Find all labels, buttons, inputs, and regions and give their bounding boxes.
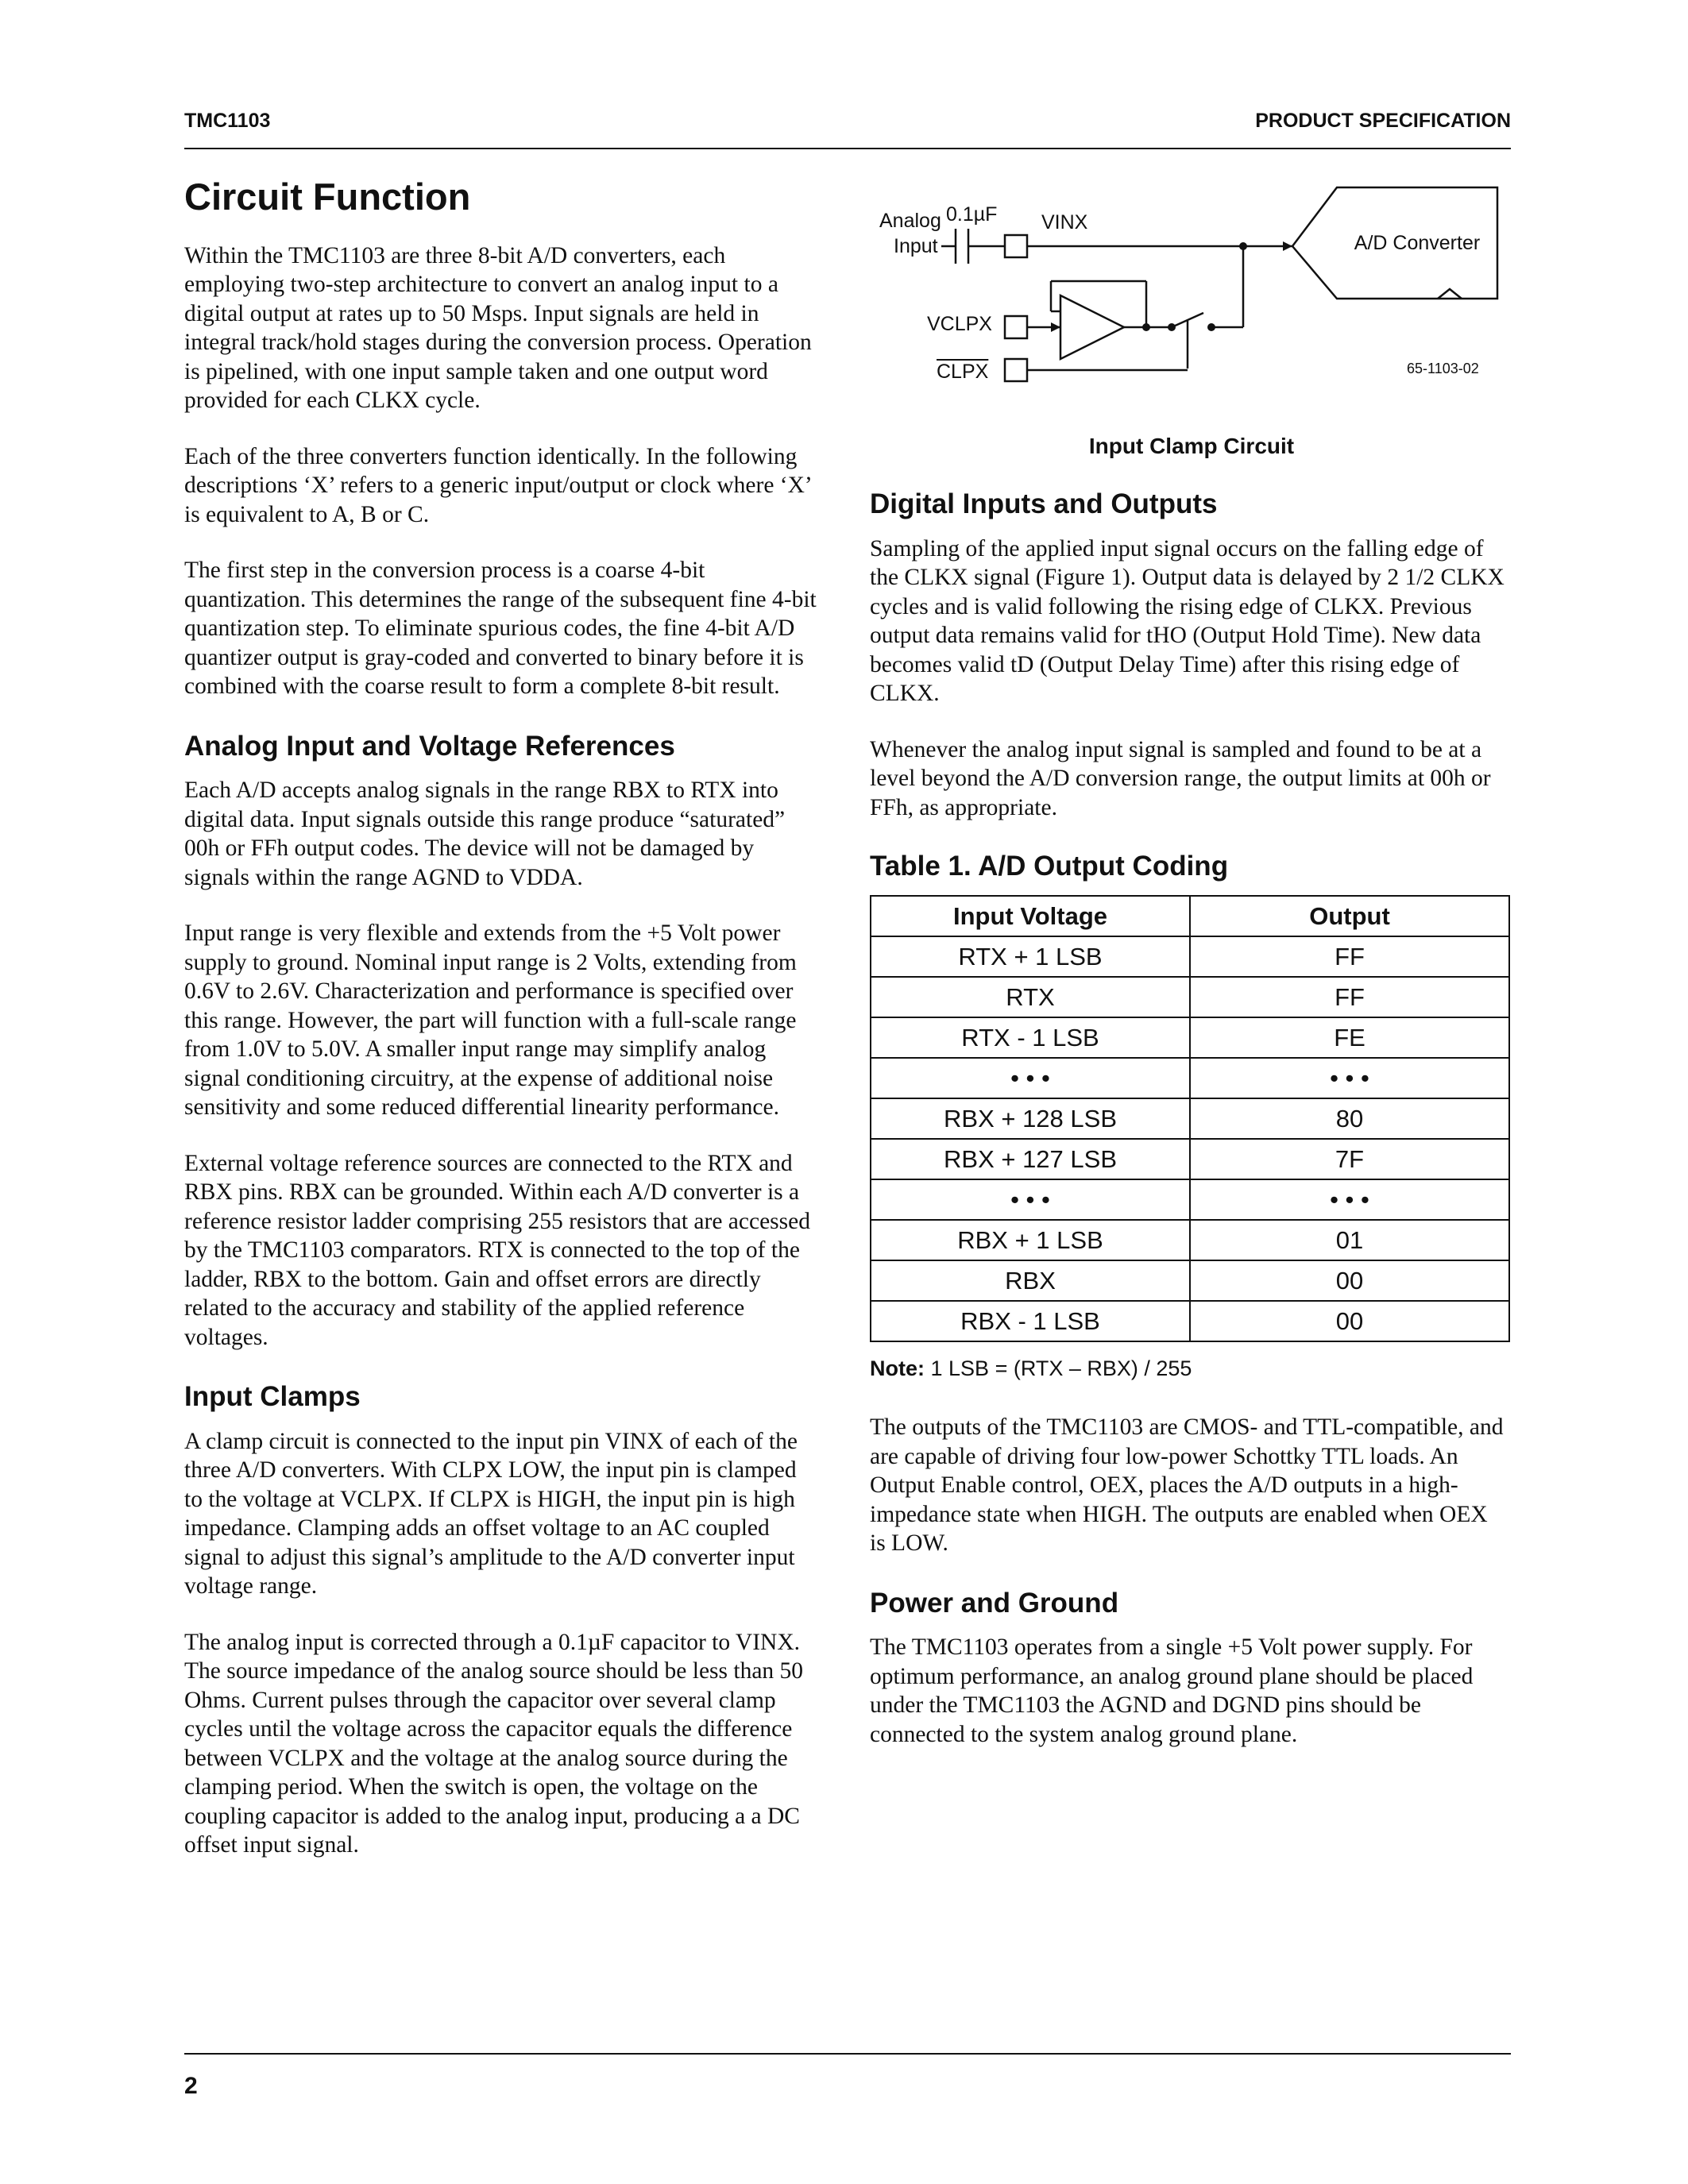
figure-code-label: 65-1103-02 xyxy=(1407,361,1479,376)
paragraph-sampling: Sampling of the applied input signal occurs on the falling edge of the CLKX signal (Figure 1). Output data is delayed by 2 1/2 CLKX cycles and is valid following the rising edge of CLKX. Previous output data remains valid for tHO (Output Hold Time). New data becomes valid tD (Output Delay Time) after this rising edge of CLKX. xyxy=(870,535,1505,706)
table-row xyxy=(871,1139,1509,1179)
table-cell: RTX xyxy=(871,977,1190,1017)
section-title-circuit-function: Circuit Function xyxy=(184,176,471,218)
table-cell: 00 xyxy=(1190,1260,1509,1301)
table-cell: FF xyxy=(1190,977,1509,1017)
paragraph-analog-input-capacitor: The analog input is corrected through a 0.1µF capacitor to VINX. The source impedance of the analog source should be less than 50 Ohms. Current pulses through the capacitor over several clamp cycles until the voltage across the capacitor equals the difference between VCLPX and the voltage at the analog source during the clamping period. When the switch is open, the voltage on the coupling capacitor is added to the analog input, producing a a DC offset input signal. xyxy=(184,1629,804,1858)
table-cell: • • • xyxy=(1190,1058,1509,1098)
table-row xyxy=(871,1098,1509,1139)
paragraph-converters-identical: Each of the three converters function identically. In the following descriptions ‘X’ refers to a generic input/output or clock where ‘X’ is equivalent to A, B or C. xyxy=(184,443,811,527)
vinx-label: VINX xyxy=(1041,211,1088,233)
right-column xyxy=(870,179,1505,1776)
table-header-input-voltage: Input Voltage xyxy=(871,896,1190,936)
table-cell: RBX - 1 LSB xyxy=(871,1301,1190,1341)
table-cell: • • • xyxy=(871,1058,1190,1098)
table-row xyxy=(871,1058,1509,1098)
table-cell: • • • xyxy=(871,1179,1190,1220)
header-rule xyxy=(184,148,1511,149)
table-cell: 01 xyxy=(1190,1220,1509,1260)
table-cell: 80 xyxy=(1190,1098,1509,1139)
table-cell: 00 xyxy=(1190,1301,1509,1341)
vclpx-label: VCLPX xyxy=(927,313,992,335)
paragraph-clamp-circuit: A clamp circuit is connected to the input pin VINX of each of the three A/D converters. With CLPX LOW, the input pin is clamped to the voltage at VCLPX. If CLPX is HIGH, the input pin is high impedance. Clamping adds an offset voltage to an AC coupled signal to adjust this signal’s amplitude to the A/D converter input voltage range. xyxy=(184,1428,798,1599)
table-note xyxy=(870,1356,1505,1381)
adc-box-label: A/D Converter xyxy=(1354,232,1481,254)
section-heading-digital-io: Digital Inputs and Outputs xyxy=(870,488,1218,519)
table-cell: RTX + 1 LSB xyxy=(871,936,1190,977)
analog-label: Analog xyxy=(879,210,941,232)
table-row xyxy=(871,1017,1509,1058)
capacitor-value-label: 0.1µF xyxy=(946,203,998,226)
note-label: Note: xyxy=(870,1356,925,1380)
page-number: 2 xyxy=(184,2073,198,2099)
table-row xyxy=(871,1179,1509,1220)
paragraph-output-compatibility: The outputs of the TMC1103 are CMOS- and TTL-compatible, and are capable of driving four low-power Schottky TTL loads. An Output Enable control, OEX, places the A/D outputs in a high-impedance state when HIGH. The outputs are enabled when OEX is LOW. xyxy=(870,1414,1504,1556)
paragraph-out-of-range: Whenever the analog input signal is sampled and found to be at a level beyond the A/D conversion range, the output limits at 00h or FFh, as appropriate. xyxy=(870,736,1491,820)
table-row xyxy=(871,977,1509,1017)
running-header-left: TMC1103 xyxy=(184,110,271,132)
note-text: 1 LSB = (RTX – RBX) / 255 xyxy=(930,1356,1192,1380)
input-clamp-circuit-figure xyxy=(870,179,1585,434)
table-header-output: Output xyxy=(1190,896,1509,936)
table-cell: RTX - 1 LSB xyxy=(871,1017,1190,1058)
paragraph-analog-range: Each A/D accepts analog signals in the range RBX to RTX into digital data. Input signals outside this range produce “saturated” 00h or FFh output codes. The device will not be damaged by signals within the range AGND to VDDA. xyxy=(184,778,786,890)
table-row xyxy=(871,1260,1509,1301)
section-heading-power-ground: Power and Ground xyxy=(870,1587,1119,1619)
clpx-label: CLPX xyxy=(937,361,989,383)
table-cell: RBX + 1 LSB xyxy=(871,1220,1190,1260)
table-cell: • • • xyxy=(1190,1179,1509,1220)
paragraph-voltage-references: External voltage reference sources are connected to the RTX and RBX pins. RBX can be grounded. Within each A/D converter is a reference resistor ladder comprising 255 resistors that are accessed by the TMC1103 comparators. RTX is connected to the top of the ladder, RBX to the bottom. Gain and offset errors are directly related to the accuracy and stability of the applied reference voltages. xyxy=(184,1150,810,1350)
paragraph-input-range: Input range is very flexible and extends from the +5 Volt power supply to ground. Nominal input range is 2 Volts, extending from 0.6V to 2.6V. Characterization and performance is specified over this range. However, the part will function with a full-scale range from 1.0V to 5.0V. A smaller input range may simplify analog signal conditioning circuitry, at the expense of additional noise sensitivity and some reduced differential linearity performance. xyxy=(184,920,797,1121)
paragraph-power-supply: The TMC1103 operates from a single +5 Volt power supply. For optimum performance, an analog ground plane should be placed under the TMC1103 the AGND and DGND pins should be connected to the system analog ground plane. xyxy=(870,1634,1474,1747)
table-cell: FE xyxy=(1190,1017,1509,1058)
paragraph-circuit-overview: Within the TMC1103 are three 8-bit A/D converters, each employing two-step architecture to convert an analog input to a digital output at rates up to 50 Msps. Input signals are held in integral track/hold stages during the conversion process. Operation is pipelined, with one input sample taken and one output word provided for each CLKX cycle. xyxy=(184,242,812,414)
table-cell: RBX + 128 LSB xyxy=(871,1098,1190,1139)
table-cell: 7F xyxy=(1190,1139,1509,1179)
output-coding-table xyxy=(870,895,1510,1342)
table-cell: FF xyxy=(1190,936,1509,977)
figure-caption: Input Clamp Circuit xyxy=(1088,434,1295,458)
paragraph-coarse-quantization: The first step in the conversion process is a coarse 4-bit quantization. This determines the range of the subsequent fine 4-bit quantization step. To eliminate spurious codes, the fine 4-bit A/D quantizer output is gray-coded and converted to binary before it is combined with the coarse result to form a complete 8-bit result. xyxy=(184,558,817,700)
table-cell: RBX + 127 LSB xyxy=(871,1139,1190,1179)
table-cell: RBX xyxy=(871,1260,1190,1301)
input-label: Input xyxy=(894,235,938,257)
table-title: Table 1. A/D Output Coding xyxy=(870,851,1229,882)
section-heading-input-clamps: Input Clamps xyxy=(184,1381,361,1413)
table-row xyxy=(871,1301,1509,1341)
section-heading-analog-input: Analog Input and Voltage References xyxy=(184,730,675,762)
table-header-row xyxy=(871,896,1509,936)
table-row xyxy=(871,1220,1509,1260)
footer-rule xyxy=(184,2053,1511,2055)
table-row xyxy=(871,936,1509,977)
left-column xyxy=(184,159,820,1887)
running-header-right: PRODUCT SPECIFICATION xyxy=(1255,110,1511,132)
